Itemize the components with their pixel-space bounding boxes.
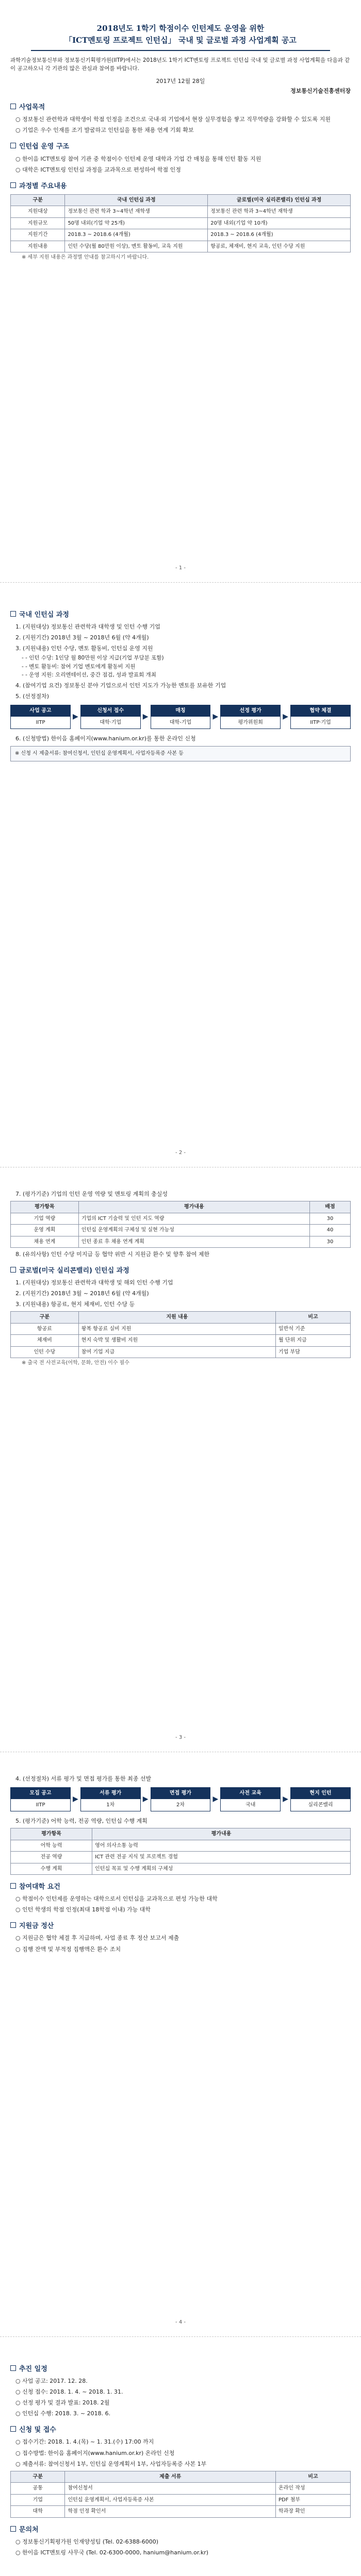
flow-step-body: IITP·기업: [310, 719, 331, 725]
page-title: [10, 23, 351, 51]
title-line-1: 2018년도 1학기 학점이수 인턴제도 운영을 위한: [96, 24, 265, 33]
table-cell: 정보통신 관련 학과 3~4학년 재학생: [65, 206, 208, 218]
flow-step: [290, 1787, 351, 1811]
table-cell: 온라인 작성: [276, 2483, 351, 2495]
table-cell: 일반석 기준: [276, 1323, 351, 1335]
requirement-item: ○ 학점이수 인턴제를 운영하는 대학으로서 인턴십을 교과목으로 편성 가능한 대학: [15, 1895, 218, 1903]
arrow-right-icon: ▶: [142, 1794, 149, 1803]
table-cell: 항공료, 체재비, 현지 교육, 인턴 수당 지원: [208, 241, 351, 252]
arrow-right-icon: ▶: [72, 1794, 78, 1803]
table-cell: 2018.3 ~ 2018.6 (4개월): [208, 229, 351, 241]
global-selection-flow: [10, 1787, 351, 1811]
global-item: 5. (평가기준) 어학 능력, 전공 역량, 인턴십 수행 계획: [15, 1818, 147, 1825]
flow-step-body: 대학-기업: [169, 719, 192, 725]
settlement-item: ○ 지원금은 협약 체결 후 지급하며, 사업 종료 후 정산 보고서 제출: [15, 1935, 179, 1942]
table-header-cell: 글로벌(미국 실리콘밸리) 인턴십 과정: [208, 194, 351, 206]
structure-item: ○ 한이음 ICT멘토링 참여 기관 중 학점이수 인턴제 운영 대학과 기업 간 매칭을 통해 인턴 활동 지원: [15, 155, 261, 162]
flow-step-title: 협약 체결: [291, 705, 350, 717]
section-structure: [10, 142, 351, 152]
section-title: 글로벌(미국 실리콘밸리) 인턴십 과정: [19, 1267, 129, 1275]
settlement-item: ○ 집행 잔액 및 부적정 집행액은 환수 조치: [15, 1945, 121, 1953]
table-row: [11, 2506, 351, 2518]
square-bullet-icon: [10, 2526, 16, 2532]
domestic-item: 5. (선정절차): [15, 693, 50, 700]
flow-step: [80, 1787, 141, 1811]
table-cell: 어학 능력: [11, 1840, 92, 1852]
flow-step-title: 매칭: [151, 705, 210, 717]
application-item: ○ 접수방법: 한이음 홈페이지(www.hanium.or.kr) 온라인 신청: [15, 2449, 175, 2456]
flow-step-body: 평가위원회: [238, 719, 263, 725]
table-row: [11, 229, 351, 241]
table-cell: 채용 연계: [11, 1236, 79, 1248]
section-settlement: [10, 1921, 351, 1931]
section-course-overview: [10, 181, 351, 192]
flow-step: [151, 1787, 211, 1811]
global-item: 4. (선정절차) 서류 평가 및 면접 평가를 통한 최종 선발: [15, 1775, 152, 1782]
flow-step: [290, 705, 351, 729]
table-cell: 대학: [11, 2506, 65, 2518]
flow-step-body: 1차: [106, 1802, 115, 1808]
table-header-cell: 구분: [11, 2471, 65, 2483]
domestic-item: 6. (신청방법) 한이음 홈페이지(www.hanium.or.kr)를 통한 온라인 신청: [15, 735, 196, 742]
domestic-item: 2. (지원기간) 2018년 3월 ~ 2018년 6월 (약 4개월): [15, 634, 149, 641]
table-note: ※ 세부 지원 내용은 과정별 안내를 참고하시기 바랍니다.: [22, 255, 149, 261]
global-evaluation-table: [10, 1828, 351, 1875]
table-header-row: [11, 1828, 351, 1840]
table-cell: 50명 내외(기업 약 25개): [65, 217, 208, 229]
section-title: 지원금 정산: [19, 1922, 54, 1930]
support-detail-list: [22, 654, 351, 679]
table-header-cell: 비고: [276, 1312, 351, 1324]
table-cell: 참여 기업 지급: [78, 1346, 275, 1358]
square-bullet-icon: [10, 1883, 16, 1889]
table-cell: ICT 관련 전공 지식 및 프로젝트 경험: [92, 1852, 351, 1863]
table-cell: 30: [309, 1236, 350, 1248]
purpose-item: ○ 기업은 우수 인재를 조기 발굴하고 인턴십을 통한 채용 연계 기회 확보: [15, 127, 194, 134]
section-title: 참여대학 요건: [19, 1883, 60, 1891]
table-cell: 정보통신 관련 학과 3~4학년 재학생: [208, 206, 351, 218]
page-number: - 3 -: [175, 1735, 186, 1740]
table-header-cell: 제출 서류: [65, 2471, 276, 2483]
intro-text: 과학기술정보통신부와 정보통신기획평가원(IITP)에서는 2018년도 1학기 ICT멘토링 프로젝트 인턴십 국내 및 글로벌 과정 사업계획을 다음과 같이 공고하오니 각 기관의 많은 관심과 참여를 바랍니다.: [10, 57, 350, 72]
global-support-table: [10, 1311, 351, 1358]
square-bullet-icon: [10, 611, 16, 617]
signer: 정보통신기술진흥센터장: [290, 88, 351, 95]
flow-step-title: 신청서 접수: [81, 705, 140, 717]
arrow-right-icon: ▶: [283, 712, 288, 721]
selection-flow: [10, 705, 351, 729]
schedule-item: ○ 신청 접수: 2018. 1. 4. ~ 2018. 1. 31.: [15, 2388, 123, 2396]
table-row: [11, 1225, 351, 1236]
flow-step-title: 모집 공고: [11, 1788, 70, 1799]
table-header-cell: 비고: [276, 2471, 351, 2483]
page-divider: [0, 2336, 361, 2337]
table-cell: 기업: [11, 2494, 65, 2506]
table-cell: 기업 부담: [276, 1346, 351, 1358]
table-header-row: [11, 1201, 351, 1213]
flow-step-title: 현지 인턴: [291, 1788, 350, 1799]
table-row: [11, 2494, 351, 2506]
section-purpose: [10, 103, 351, 113]
section-title: 신청 및 접수: [19, 2426, 56, 2434]
table-cell: 지원내용: [11, 241, 65, 252]
flow-step-body: 실리콘밸리: [308, 1802, 333, 1808]
arrow-right-icon: ▶: [142, 712, 149, 721]
section-domestic: [10, 610, 351, 620]
table-cell: 기업의 ICT 기술력 및 인턴 지도 역량: [78, 1213, 309, 1225]
section-title: 사업목적: [19, 104, 45, 112]
contact-item: ○ 한이음 ICT멘토링 사무국 (Tel. 02-6300-0000, hanium@hanium.or.kr): [15, 2549, 209, 2556]
section-global: [10, 1266, 351, 1276]
schedule-item: ○ 사업 공고: 2017. 12. 28.: [15, 2378, 88, 2385]
table-header-cell: 지원 내용: [78, 1312, 275, 1324]
domestic-item: 8. (유의사항) 인턴 수당 미지급 등 협약 위반 시 지원금 환수 및 향후 참여 제한: [15, 1251, 210, 1258]
section-title: 과정별 주요내용: [19, 182, 67, 190]
list-item: - - 운영 지원: 오리엔테이션, 중간 점검, 성과 발표회 개최: [22, 671, 351, 679]
title-line-2: 「ICT멘토링 프로젝트 인턴십」 국내 및 글로벌 과정 사업계획 공고: [31, 35, 330, 50]
table-header-cell: 평가항목: [11, 1201, 79, 1213]
arrow-right-icon: ▶: [212, 1794, 219, 1803]
square-bullet-icon: [10, 2426, 16, 2432]
flow-step: [151, 705, 211, 729]
flow-step: [10, 705, 71, 729]
flow-step-title: 사전 교육: [221, 1788, 280, 1799]
table-cell: 30: [309, 1213, 350, 1225]
table-cell: 인턴십 운영계획서, 사업자등록증 사본: [65, 2494, 276, 2506]
course-overview-table: [10, 194, 351, 253]
page-number: - 1 -: [175, 565, 186, 571]
section-contact: [10, 2525, 351, 2535]
flow-step: [220, 1787, 281, 1811]
page-4: [10, 1772, 351, 1954]
table-row: [11, 1840, 351, 1852]
arrow-right-icon: ▶: [212, 712, 219, 721]
domestic-item: 4. (참여기업 요건) 정보통신 분야 기업으로서 인턴 지도가 가능한 멘토를 보유한 기업: [15, 682, 226, 689]
application-item: ○ 제출서류: 참여신청서 1부, 인턴십 운영계획서 1부, 사업자등록증 사본 1부: [15, 2460, 207, 2467]
table-cell: 체재비: [11, 1335, 79, 1347]
section-title: 문의처: [19, 2526, 39, 2534]
evaluation-table: [10, 1201, 351, 1248]
table-header-cell: 평가내용: [92, 1828, 351, 1840]
table-cell: 지원기간: [11, 229, 65, 241]
purpose-item: ○ 정보통신 관련학과 대학생이 학점 인정을 조건으로 국내·외 기업에서 현장 실무경험을 쌓고 직무역량을 강화할 수 있도록 지원: [15, 116, 331, 123]
table-cell: 운영 계획: [11, 1225, 79, 1236]
table-cell: 전공 역량: [11, 1852, 92, 1863]
schedule-item: ○ 선정 평가 및 결과 발표: 2018. 2월: [15, 2399, 110, 2406]
flow-step-body: IITP: [36, 719, 45, 725]
page-1: [10, 21, 351, 262]
table-row: [11, 241, 351, 252]
global-item: 2. (지원기간) 2018년 3월 ~ 2018년 6월 (약 4개월): [15, 1290, 149, 1297]
table-cell: 항공료: [11, 1323, 79, 1335]
table-cell: 20명 내외(기업 약 10개): [208, 217, 351, 229]
table-cell: 인턴십 운영계획의 구체성 및 실현 가능성: [78, 1225, 309, 1236]
contact-item: ○ 정보통신기획평가원 인재양성팀 (Tel. 02-6388-6000): [15, 2538, 159, 2545]
flow-step: [80, 705, 141, 729]
application-item: ○ 접수기간: 2018. 1. 4.(목) ~ 1. 31.(수) 17:00 까지: [15, 2438, 154, 2446]
flow-step-body: 대학·기업: [100, 719, 122, 725]
requirement-item: ○ 인턴 학생의 학점 인정(최대 18학점 이내) 가능 대학: [15, 1906, 151, 1913]
global-item: 3. (지원내용) 항공료, 현지 체재비, 인턴 수당 등: [15, 1301, 135, 1308]
table-header-cell: 평가내용: [78, 1201, 309, 1213]
square-bullet-icon: [10, 182, 16, 188]
page-number: - 4 -: [175, 2319, 186, 2325]
page-5: [10, 2357, 351, 2557]
square-bullet-icon: [10, 1922, 16, 1928]
table-cell: 학점 인정 확인서: [65, 2506, 276, 2518]
table-row: [11, 206, 351, 218]
flow-step-title: 면접 평가: [151, 1788, 210, 1799]
page-number: - 2 -: [175, 1150, 186, 1156]
global-item: 1. (지원대상) 정보통신 관련학과 대학생 및 해외 인턴 수행 기업: [15, 1279, 173, 1286]
table-header-row: [11, 2471, 351, 2483]
list-item: - - 인턴 수당: 1인당 월 80만원 이상 지급(기업 부담분 포함): [22, 654, 351, 662]
table-row: [11, 1323, 351, 1335]
section-title: 추진 일정: [19, 2365, 47, 2373]
flow-step-body: 국내: [245, 1802, 256, 1808]
table-row: [11, 1236, 351, 1248]
square-bullet-icon: [10, 104, 16, 109]
documents-table: [10, 2471, 351, 2518]
table-cell: 40: [309, 1225, 350, 1236]
table-cell: 인턴십 목표 및 수행 계획의 구체성: [92, 1863, 351, 1875]
arrow-right-icon: ▶: [283, 1794, 288, 1803]
page-2: [10, 603, 351, 761]
section-university-req: [10, 1882, 351, 1892]
arrow-right-icon: ▶: [72, 712, 78, 721]
flow-step: [10, 1787, 71, 1811]
domestic-item: 1. (지원대상) 정보통신 관련학과 대학생 및 인턴 수행 기업: [15, 623, 160, 631]
section-application: [10, 2425, 351, 2435]
schedule-item: ○ 인턴십 수행: 2018. 3. ~ 2018. 6.: [15, 2410, 111, 2417]
table-header-row: [11, 194, 351, 206]
table-row: [11, 1863, 351, 1875]
flow-step-title: 사업 공고: [11, 705, 70, 717]
domestic-item: 7. (평가기준) 기업의 인턴 운영 역량 및 멘토링 계획의 충실성: [15, 1191, 168, 1197]
flow-step-body: IITP: [36, 1802, 45, 1808]
list-item: - - 멘토 활동비: 참여 기업 멘토에게 활동비 지원: [22, 663, 351, 671]
table-header-cell: 평가항목: [11, 1828, 92, 1840]
table-row: [11, 217, 351, 229]
table-cell: 왕복 항공료 실비 지원: [78, 1323, 275, 1335]
table-cell: 인턴 수당: [11, 1346, 79, 1358]
flow-step: [220, 705, 281, 729]
table-row: [11, 1213, 351, 1225]
table-header-cell: 구분: [11, 1312, 79, 1324]
table-cell: 학과장 확인: [276, 2506, 351, 2518]
table-row: [11, 1346, 351, 1358]
table-cell: 월 단위 지급: [276, 1335, 351, 1347]
table-header-row: [11, 1312, 351, 1324]
table-row: [11, 1335, 351, 1347]
square-bullet-icon: [10, 2365, 16, 2371]
section-title: 인턴쉽 운영 구조: [19, 143, 69, 151]
table-cell: 2018.3 ~ 2018.6 (4개월): [65, 229, 208, 241]
table-header-cell: 배점: [309, 1201, 350, 1213]
table-row: [11, 2483, 351, 2495]
table-row: [11, 1852, 351, 1863]
table-cell: 영어 의사소통 능력: [92, 1840, 351, 1852]
flow-step-body: 2차: [176, 1802, 185, 1808]
table-header-cell: 구분: [11, 194, 65, 206]
table-cell: 참여신청서: [65, 2483, 276, 2495]
structure-item: ○ 대학은 ICT멘토링 인턴십 과정을 교과목으로 편성하여 학점 인정: [15, 166, 181, 173]
table-cell: 공통: [11, 2483, 65, 2495]
global-note: ※ 출국 전 사전교육(어학, 문화, 안전) 이수 필수: [22, 1360, 130, 1366]
table-cell: 지원대상: [11, 206, 65, 218]
submission-note: ※ 신청 시 제출서류: 참여신청서, 인턴십 운영계획서, 사업자등록증 사본 등: [10, 746, 351, 761]
square-bullet-icon: [10, 1267, 16, 1273]
page-divider: [0, 582, 361, 583]
table-header-cell: 국내 인턴십 과정: [65, 194, 208, 206]
section-schedule: [10, 2364, 351, 2375]
table-cell: 인턴 종료 후 채용 연계 계획: [78, 1236, 309, 1248]
table-cell: 수행 계획: [11, 1863, 92, 1875]
flow-step-title: 서류 평가: [81, 1788, 140, 1799]
table-cell: PDF 첨부: [276, 2494, 351, 2506]
flow-step-title: 선정 평가: [221, 705, 280, 717]
table-cell: 인턴 수당(월 80만원 이상), 멘토 활동비, 교육 지원: [65, 241, 208, 252]
page-3: [10, 1188, 351, 1367]
table-cell: 지원규모: [11, 217, 65, 229]
table-cell: 기업 역량: [11, 1213, 79, 1225]
square-bullet-icon: [10, 143, 16, 148]
domestic-item: 3. (지원내용) 인턴 수당, 멘토 활동비, 인턴십 운영 지원: [15, 645, 153, 652]
section-title: 국내 인턴십 과정: [19, 611, 69, 619]
announce-date: 2017년 12월 28일: [156, 78, 205, 85]
table-cell: 현지 숙박 및 생활비 지원: [78, 1335, 275, 1347]
